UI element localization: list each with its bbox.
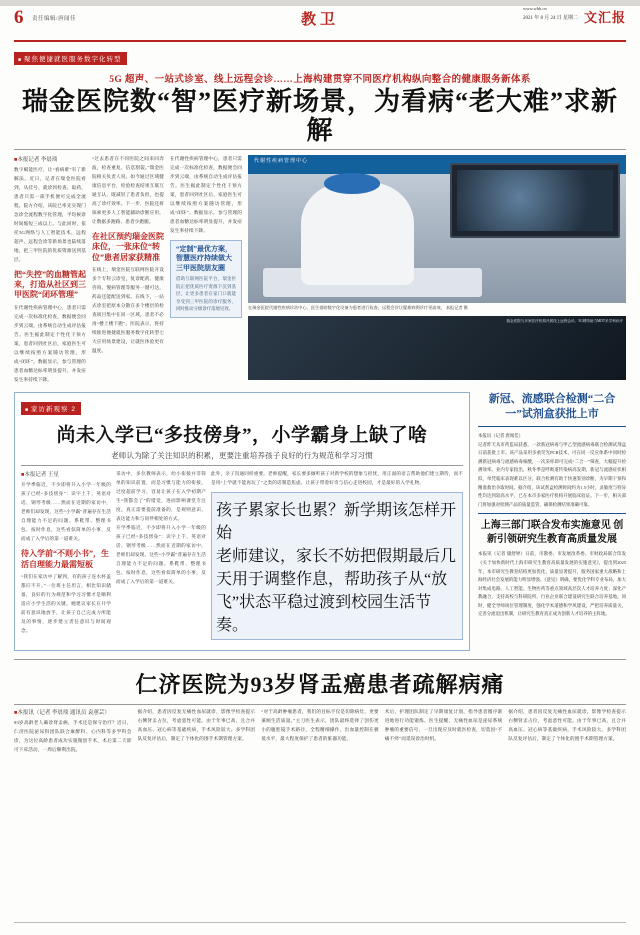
divider: [478, 513, 626, 514]
monitor-graphic: [450, 163, 620, 238]
topic-tag: ■ 聚焦便捷就医服务数字化转型: [14, 52, 127, 65]
pull-quote-box: [170, 240, 242, 318]
secondary-paragraph: “我们在家访中了解到，有的孩子连水杯盖都拧不开。”一位班主任坦言，相比知识储备，良好的行为规范和学习习惯才是顺利适应小学生活的关键。她建议家长在开学前有意识地放手，让孩子自己完成力所能及的事情，逐步建立责任意识与时间观念。: [21, 573, 111, 633]
bottom-paragraph: 据介绍，患者因反复无痛性血尿就诊，影像学检查提示右侧肾盂占位，考虑恶性可能。由于年事已高，且合并高血压、冠心病等基础疾病，手术风险较大。多学科团队反复评估后，制定了个体化的围手术期管理方案。: [137, 709, 256, 742]
secondary-paragraph: 此外，亲子沟通同样重要。老师提醒，家长要多倾听孩子对新学校的想象与担忧，用正面的语言帮助他们建立期待，而不是用“上学就不能再玩了”之类的话制造焦虑。让孩子带着好奇与信心走进校园，才是最好的入学礼物。: [211, 471, 463, 486]
rail-headline-2: 上海三部门联合发布实施意见 创新引领研究生教育高质量发展: [480, 520, 624, 546]
secondary-headline: 尚未入学已“多技傍身”，小学霸身上缺了啥: [56, 425, 428, 447]
lead-paragraph: “过去患者在不同医院之间来回奔波，检查重复、信息割裂。”瑞金医院相关负责人说，如今通过区域健康信息平台，检验检查结果互联互通互认，既减轻了患者负担，也提高了诊疗效率。下一步，医院还将探索更多人工智能辅助诊断应用，让数据多跑路、患者少跑腿。: [92, 156, 164, 224]
bottom-paragraph: “对于高龄肿瘤患者，我们的目标不仅是切除病灶，更要兼顾生活质量。”主刀医生表示，团队最终选择了创伤更小的腹腔镜手术路径，全程精细操作，出血量控制在极低水平，最大程度保护了患者的脏器功能。: [261, 709, 379, 742]
doctor-head-graphic: [324, 173, 381, 194]
secondary-paragraph: 开学季临近，不少即将升入小学一年级的孩子已经“多技傍身”：识字上千、英语对话、钢琴考级……然而在近期的家访中，老师们却发现，这些“小学霸”普遍存在生活自理能力不足的问题。系鞋带、整理书包、按时作息，这些看似简单的小事，反而成了入学后的第一道难关。: [116, 525, 206, 584]
issue-date: 2021 年 8 月 24 日 星期二: [522, 16, 578, 21]
lead-byline: ■ 本报记者 李晨琰: [14, 155, 86, 163]
bottom-byline: ■ 本报讯（记者 李晨琰 通讯员 袁蕙芸）: [14, 708, 132, 716]
lead-photo-caption: 在瑞金医院代谢性疾病诊治中心，医生借助数字化设备为患者进行检查，远程会诊让疑难病例诊疗更高效。 本报记者 摄: [248, 305, 468, 311]
article-secondary: [14, 392, 470, 651]
photo-banner-text: 代谢性疾病管理中心: [254, 158, 309, 165]
lead-photo-2-label: 瑞金医院与多家医疗机构开展线上远程会诊，5G网络助力MDT多学科诊疗: [506, 318, 623, 323]
lead-paragraph: 在代谢性疾病管理中心，患者只需完成一次标准化检查，数据便会同步到云端，由系统自动生成评估报告。医生据此制定个性化干预方案，患者回到社区后，家庭医生可以继续按照方案随访管理，形成“闭环”。数据显示，参与管理的患者血糖达标率明显提升，并发症发生率持续下降。: [170, 156, 242, 233]
pull-quote-text-2: 老师建议，家长不妨把假期最后几天用于调整作息，帮助孩子从“放飞”状态平稳过渡到校园生活节奏。: [216, 548, 457, 635]
bottom-col-5: [508, 708, 626, 755]
pull-quote-box-2: [211, 492, 463, 640]
bottom-body: [14, 708, 626, 755]
pull-quote-text: 借助互联网医院平台，瑞金医院正把优质医疗资源下沉到基层，让更多患者在家门口就能享受到三甲医院的诊疗服务，同时推动分级诊疗落地见效。: [176, 276, 236, 312]
secondary-body: [21, 470, 463, 644]
secondary-byline: ■ 本报记者 王星: [21, 470, 111, 478]
rail-paragraph-2: 本报讯（记者 储舒婷）日前，市教委、市发展改革委、市财政局联合印发《关于加快新时代上海市研究生教育高质量发展的实施意见》，提出到2025年，本市研究生教育结构更加优化、质量显著提升，服务国家重大战略和上海经济社会发展的能力明显增强。《意见》明确，要优化学科专业布局，加大对集成电路、人工智能、生物医药等重点领域高层次人才培养力度；深化产教融合，支持高校与科研院所、行业企业联合建设研究生联合培养基地。同时，健全导师岗位管理制度，强化学术道德和学风建设，严把培养质量关，完善分流退出机制，让研究生教育真正成为创新人才培养的主阵地。: [478, 551, 626, 617]
divider: [21, 465, 463, 466]
lead-photo: [248, 155, 626, 303]
newspaper-page: [0, 6, 640, 935]
secondary-col-3: [211, 470, 463, 644]
divider: [14, 149, 626, 150]
lead-body: [14, 155, 626, 384]
pull-quote-title: “定制”最优方案，智慧医疗持续做大三甲医院朋友圈: [176, 244, 232, 272]
paper-url: www.whb.cn: [522, 6, 547, 11]
bottom-col-3: [261, 708, 379, 755]
bottom-paragraph: 93岁高龄老人确诊肾盂癌，手术还是保守治疗？近日，仁济医院泌尿科团队联合麻醉科、心内科等多学科会诊，为这位高龄患者成功实施微创手术，术后第二天即可下床活动，一周后顺利出院。: [14, 720, 132, 753]
secondary-deck: 老师认为除了关注知识的积累，更要注重培养孩子良好的行为规范和学习习惯: [111, 451, 373, 461]
folio-editor: 责任编辑/唐闻佳: [32, 16, 77, 22]
divider: [478, 426, 626, 427]
divider: [14, 704, 626, 705]
page-footer: [14, 922, 626, 929]
lead-photo-2: [248, 316, 626, 380]
paper-logo: 文汇报: [583, 10, 626, 25]
doctor-graphic: [301, 182, 414, 286]
rail-headline-1: 新冠、流感联合检测“二合一”试剂盒获批上市: [488, 393, 616, 421]
bottom-paragraph: 据介绍，患者因反复无痛性血尿就诊，影像学检查提示右侧肾盂占位，考虑恶性可能。由于年事已高，且合并高血压、冠心病等基础疾病，手术风险较大。多学科团队反复评估后，制定了个体化的围手术期管理方案。: [508, 709, 626, 742]
rail-paragraph-1: 记者昨天从市药监局获悉，一款新冠病毒与甲乙型流感病毒联合检测试剂盒日前获批上市。该产品采用多重荧光PCR技术，可在同一反应体系中同时检测新冠病毒与流感病毒核酸，一次采样即可完成“二合一”筛查，大幅提升检测效率。业内专家指出，秋冬季是呼吸道传染病高发期，新冠与流感症状相似，单凭临床表现难以区分，联合检测有助于快速鉴别诊断，为早期干预和精准救治争取时间。据介绍，该试剂盒检测时间约为1.5小时，灵敏度与特异性均达到较高水平，已在本市多家医疗机构开展临床验证。下一步，相关部门将加强对检测产品的质量监管，确保检测结果准确可靠。: [478, 441, 626, 507]
article-lead: [14, 48, 626, 384]
right-rail: [478, 392, 626, 651]
masthead-meta: [523, 6, 578, 24]
lead-subhead-2: 在社区预约瑞金医院床位，一张床位“转位”患者居家获精准: [92, 231, 164, 262]
secondary-subhead: 待入学前“不则小书”，生活自理能力最需短板: [21, 549, 109, 569]
section-title: 教卫: [300, 12, 339, 28]
bottom-headline: 仁济医院为93岁肾盂癌患者疏解病痛: [135, 672, 505, 698]
lead-media: [248, 155, 626, 384]
lead-subhead-1: 把“失控”的血糖管起来，打造从社区到三甲医院“闭环管理”: [14, 269, 86, 300]
page-number: 6: [14, 7, 24, 28]
middle-band: [14, 392, 626, 651]
bottom-paragraph: 术后，护理团队制定了早期康复计划，指导患者循序渐进地进行功能锻炼。医生提醒，无痛性血尿是泌尿系统肿瘤的重要信号，一旦出现应及时就医检查，切莫因“不痛不痒”而延误诊治时机。: [384, 709, 503, 742]
lead-paragraph: 数字赋能医疗，让“看病难”有了新解法。近日，记者在瑞金医院看到，从挂号、就诊到检查、取药，患者只需一部手机便可完成全流程。院方介绍，该院已率先实现门急诊全流程数字化管理，平均候诊时间缩短三成以上。与此同时，依托5G网络与人工智能技术，远程超声、远程会诊等新场景也陆续落地，把三甲医院的优质资源送到基层。: [14, 167, 86, 262]
lead-paragraph: 在代谢性疾病管理中心，患者只需完成一次标准化检查，数据便会同步到云端，由系统自动生成评估报告。医生据此制定个性化干预方案，患者回到社区后，家庭医生可以继续按照方案随访管理，形成“闭环”。数据显示，参与管理的患者血糖达标率明显提升，并发症发生率持续下降。: [14, 304, 86, 382]
lead-paragraph: 在线上，瑞金医院互联网医院开设多个专科云诊室，复诊配药、健康咨询、慢病管理等服务一键可达，药品还能配送到家。在线下，一站式诊室把原本分散在多个楼层的检查项目集中在同一区域，患者不必再“楼上楼下跑”。医院表示，将持续推进便捷就医服务数字化转型七大应用场景建设，让就医体验更有温度。: [92, 267, 164, 353]
masthead: [14, 6, 626, 42]
secondary-paragraph: 开学季临近，不少即将升入小学一年级的孩子已经“多技傍身”：识字上千、英语对话、钢琴考级……然而在近期的家访中，老师们却发现，这些“小学霸”普遍存在生活自理能力不足的问题。系鞋带、整理书包、按时作息，这些看似简单的小事，反而成了入学后的第一道难关。: [21, 482, 111, 542]
lead-col-1: [14, 155, 86, 384]
bottom-col-1: [14, 708, 132, 755]
bottom-col-4: [385, 708, 503, 755]
pull-quote-title-2: 孩子累家长也累？新学期该怎样开始: [216, 502, 457, 543]
lead-col-2: [92, 155, 164, 384]
bottom-col-2: [138, 708, 256, 755]
topic-tag-2: ■ 家访新观察 2: [21, 402, 81, 415]
secondary-col-1: [21, 470, 111, 644]
lead-col-3: [170, 155, 242, 384]
article-bottom: [14, 659, 626, 755]
secondary-col-2: [116, 470, 206, 644]
article-lead-header: [14, 48, 626, 66]
rail-byline-1: 本报讯（记者 唐闻佳）: [478, 433, 524, 439]
secondary-paragraph: 采访中，多位教师表示，幼小衔接并非简单的知识前置，而是习惯与能力的衔接。过度超前学习，容易让孩子在入学初期产生“我都会了”的错觉，进而影响课堂专注度。真正需要提前准备的，是规则意识、表达能力和与同伴相处的方式。: [116, 471, 206, 522]
lead-headline: 瑞金医院数“智”医疗新场景，为看病“老大难”求新解: [21, 87, 618, 146]
lead-shoulder: 5G 超声、一站式诊室、线上远程会诊……上海构建贯穿不同医疗机构纵向整合的健康服务新体系: [109, 75, 531, 85]
masthead-right: [523, 6, 626, 24]
